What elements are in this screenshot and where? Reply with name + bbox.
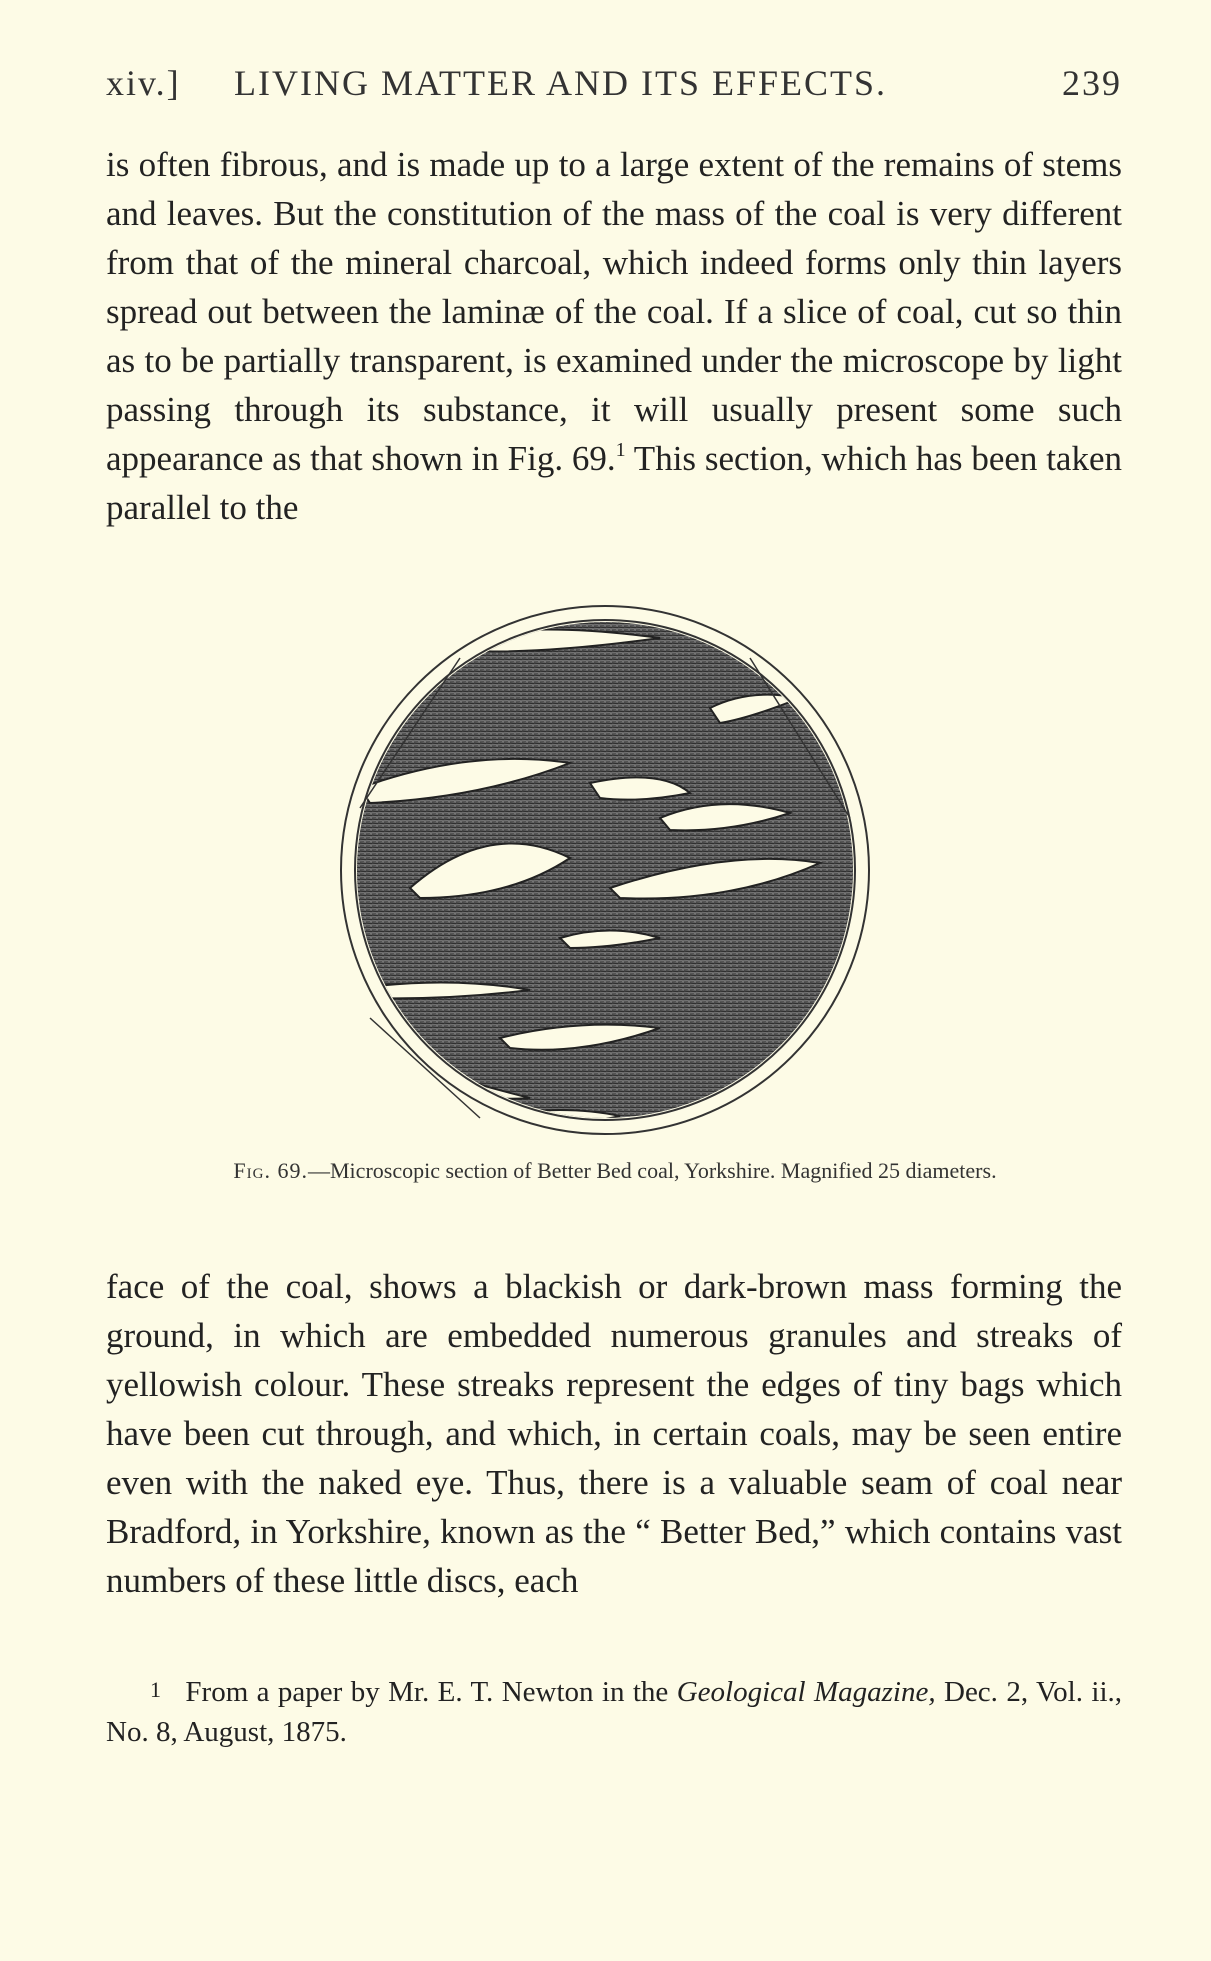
- figure-label: Fig. 69.: [233, 1158, 308, 1183]
- figure-caption: [150, 1158, 1080, 1184]
- paragraph-top: [106, 140, 1122, 532]
- running-title: LIVING MATTER AND ITS EFFECTS.: [234, 63, 888, 103]
- figure-69: [330, 598, 890, 1148]
- journal-title: Geological Magazine,: [676, 1676, 936, 1708]
- footnote-citation: Dec. 2, Vol. ii., No. 8, August, 1875.: [106, 1676, 1122, 1748]
- paragraph-top-text: is often fibrous, and is made up to a large extent of the remains of stems and leaves. But the constitution of the mass of the coal is very different from that of the mineral charcoal, which indeed forms only thin layers spread out between the laminæ of the coal. If a slice of coal, cut so thin as to be partially transparent, is examined under the microscope by light passing through its substance, it will usually present some such appearance as that shown in Fig. 69.: [106, 145, 1122, 478]
- paragraph-top-text-continued: This section, which has been taken parallel to the: [106, 439, 1122, 527]
- footnote-text: From a paper by Mr. E. T. Newton in the: [185, 1676, 677, 1708]
- chapter-number: xiv.]: [106, 63, 181, 103]
- footnote-reference[interactable]: 1: [615, 439, 626, 461]
- page-number: 239: [1062, 63, 1122, 103]
- footnote: [106, 1670, 1122, 1752]
- figure-caption-text: —Microscopic section of Better Bed coal, Yorkshire. Magnified 25 diameters.: [308, 1158, 997, 1183]
- paragraph-bottom: face of the coal, shows a blackish or dark-brown mass forming the ground, in which are embedded numerous granules and streaks of yellowish colour. These streaks represent the edges of tiny bags which have been cut through, and which, in certain coals, may be seen entire even with the naked eye. Thus, there is a valuable seam of coal near Bradford, in Yorkshire, known as the “ Better Bed,” which contains vast numbers of these little discs, each: [106, 1267, 1122, 1600]
- footnote-number: 1: [150, 1677, 161, 1702]
- microscope-section-illustration: [330, 598, 890, 1148]
